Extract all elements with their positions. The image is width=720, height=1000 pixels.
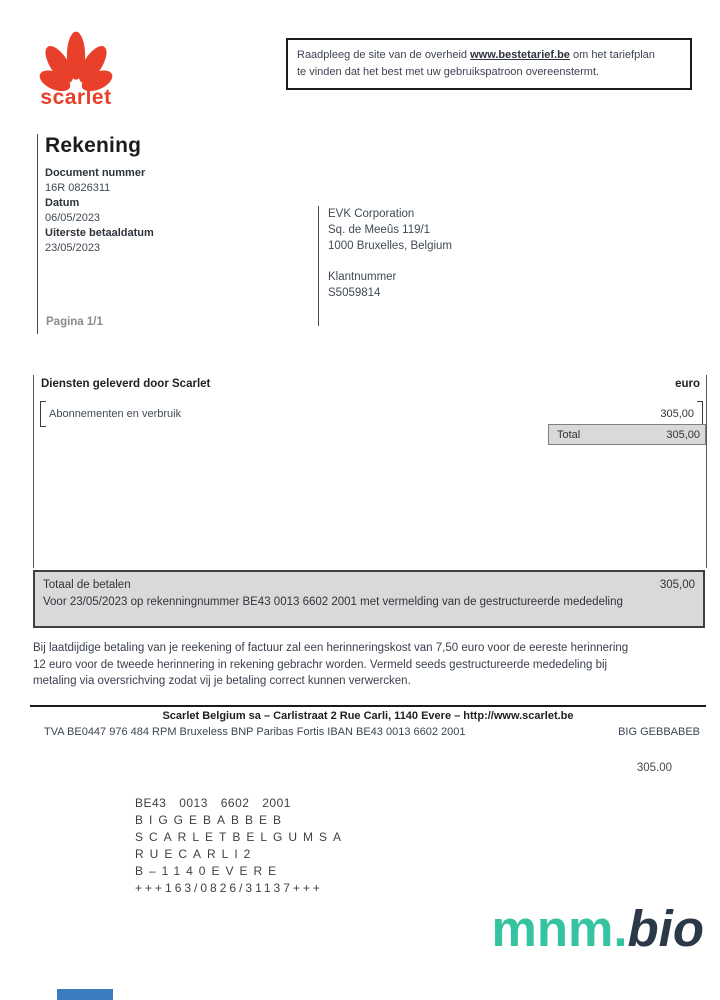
late-notice-line: Bij laatdijdige betaling van je reekening of factuur zal een herinneringskost van 7,50 euro voor de eereste herinnering bbox=[33, 642, 629, 654]
recipient-name: EVK Corporation bbox=[328, 208, 415, 220]
notice-line-1 bbox=[297, 47, 681, 64]
total-due-label: Totaal de betalen bbox=[43, 579, 131, 591]
service-item-amount: 305,00 bbox=[660, 408, 694, 420]
payment-slip-block bbox=[135, 795, 347, 897]
slip-iban: BE43 0013 6602 2001 bbox=[135, 796, 291, 810]
document-header bbox=[37, 134, 305, 334]
date-value: 06/05/2023 bbox=[45, 212, 101, 224]
page-indicator: Pagina 1/1 bbox=[46, 316, 103, 328]
customer-number-label: Klantnummer bbox=[328, 271, 397, 283]
services-title: Diensten geleverd door Scarlet bbox=[41, 378, 211, 390]
currency-header: euro bbox=[675, 378, 700, 390]
payment-instruction: Voor 23/05/2023 op rekenningnummer BE43 0013 6602 2001 met vermelding van de gestructureerde mededeling bbox=[43, 596, 623, 608]
bestetarief-link[interactable]: www.bestetarief.be bbox=[470, 49, 570, 61]
tariff-notice-box bbox=[286, 38, 692, 90]
customer-number-value: S5059814 bbox=[328, 287, 381, 299]
payment-summary-box bbox=[33, 570, 705, 628]
slip-street: RUECARLI2 bbox=[135, 847, 257, 861]
total-label: Total bbox=[557, 428, 581, 441]
open-bracket bbox=[40, 401, 46, 427]
slip-beneficiary: SCARLETBELGUMSA bbox=[135, 830, 348, 844]
mnm-logo-prefix: mnm. bbox=[491, 900, 628, 957]
notice-text: Raadpleeg de site van de overheid bbox=[297, 49, 471, 61]
recipient-street: Sq. de Meeûs 119/1 bbox=[328, 224, 431, 236]
total-due-amount: 305,00 bbox=[659, 579, 695, 591]
document-number-value: 16R 0826311 bbox=[45, 182, 111, 194]
date-label: Datum bbox=[45, 197, 80, 209]
footer-divider bbox=[30, 705, 706, 707]
recipient-address-block bbox=[318, 206, 568, 326]
document-number-label: Document nummer bbox=[45, 167, 146, 179]
payment-summary-row bbox=[43, 577, 695, 594]
footer-bic: BIG GEBBABEB bbox=[618, 726, 700, 738]
services-header-row bbox=[34, 375, 706, 390]
late-notice-line: 12 euro voor de tweede herinnering in rekening gebrachr worden. Vermeld seeds gestructureerde mededeling bij bbox=[33, 658, 608, 671]
service-item-label: Abonnementen en verbruik bbox=[49, 408, 182, 420]
due-date-label: Uiterste betaaldatum bbox=[45, 227, 154, 239]
recipient-city: 1000 Bruxelles, Belgium bbox=[328, 240, 453, 252]
scarlet-wordmark: scarlet bbox=[40, 86, 112, 109]
services-total-box bbox=[548, 424, 706, 445]
late-notice-line: metaling via oversrichving zodat vij je betaling correct kunnen verwercken. bbox=[33, 675, 411, 687]
slip-amount: 305.00 bbox=[636, 762, 672, 774]
services-section bbox=[33, 375, 707, 568]
slip-structured-reference: +++163/0826/31137+++ bbox=[135, 881, 323, 895]
notice-text: om het tariefplan bbox=[569, 49, 655, 61]
footer-legal-row bbox=[44, 726, 700, 738]
mnm-logo-suffix: bio bbox=[627, 900, 704, 957]
spacer bbox=[328, 254, 568, 269]
footer-company-line: Scarlet Belgium sa – Carlistraat 2 Rue Carli, 1140 Evere – http://www.scarlet.be bbox=[162, 710, 574, 722]
slip-bic: BIGGEBABBEB bbox=[135, 813, 288, 827]
slip-city: B–1140EVERE bbox=[135, 864, 283, 878]
bottom-blue-bar bbox=[57, 989, 113, 1000]
due-date-value: 23/05/2023 bbox=[45, 242, 101, 254]
mnm-bio-logo bbox=[491, 901, 704, 957]
page-title: Rekening bbox=[45, 134, 142, 157]
notice-line-2: te vinden dat het best met uw gebruikspatroon overeenstermt. bbox=[297, 66, 600, 78]
footer-legal-line: TVA BE0447 976 484 RPM Bruxeless BNP Paribas Fortis IBAN BE43 0013 6602 2001 bbox=[44, 726, 466, 738]
late-payment-notice bbox=[33, 640, 711, 690]
total-amount: 305,00 bbox=[666, 428, 700, 441]
